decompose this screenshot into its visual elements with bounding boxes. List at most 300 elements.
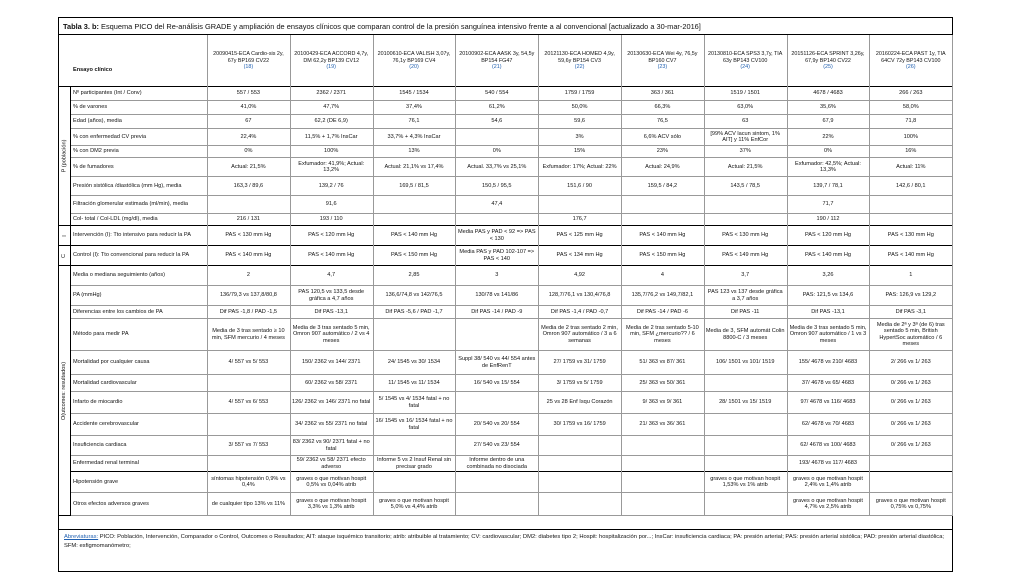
table-cell xyxy=(621,436,704,455)
row-label: Hipotensión grave xyxy=(73,478,119,485)
column-divider xyxy=(787,35,788,516)
table-row xyxy=(71,493,952,516)
table-cell: Actual: 11% xyxy=(896,163,926,170)
table-cell xyxy=(869,456,952,471)
table-cell: Actual: 21,5% xyxy=(231,163,266,170)
table-cell: 1 xyxy=(909,272,913,279)
table-cell: 22,4% xyxy=(240,133,257,140)
table-cell: 62/ 4678 vs 70/ 4683 xyxy=(801,421,855,428)
row-label: Control (I): Tto convencional para reducir la PA xyxy=(73,252,190,259)
table-cell xyxy=(538,196,621,213)
table-cell: 193 / 110 xyxy=(319,216,343,223)
table-cell: Informe 5 vs 2 Insuf Renal sin precisar grado xyxy=(376,457,451,470)
pico-group-text: I xyxy=(61,234,68,237)
table-cell: PAS < 130 mm Hg xyxy=(722,232,769,239)
table-cell: 11/ 1545 vs 11/ 1534 xyxy=(388,379,440,386)
study-ref: (20) xyxy=(409,64,419,71)
pico-group-label xyxy=(59,226,71,246)
table-cell: 62,2 (DE 6,9) xyxy=(314,118,348,125)
table-cell: 4/ 557 vs 6/ 553 xyxy=(228,399,269,406)
table-header xyxy=(59,35,952,87)
table-row xyxy=(71,266,952,286)
table-cell: graves o que motivan hospit 5,0% vs 4,4% atrib xyxy=(379,497,449,510)
row-label: Media o mediana seguimiento (años) xyxy=(73,272,166,279)
table-cell: 142,6 / 80,1 xyxy=(896,182,926,189)
table-cell: 540 / 554 xyxy=(485,90,509,97)
table-cell: 4,7 xyxy=(327,272,336,279)
row-label: Mortalidad por cualquier causa xyxy=(73,359,150,366)
table-cell: 0% xyxy=(823,148,833,155)
table-cell: 59,6 xyxy=(574,118,586,125)
table-cell: 23% xyxy=(656,148,668,155)
table-cell xyxy=(455,214,538,225)
table-cell: 71,7 xyxy=(822,201,834,208)
table-cell: PAS < 140 mm Hg xyxy=(804,252,852,259)
abbreviations-lead: Abreviaturas: xyxy=(64,534,99,540)
table-cell xyxy=(373,214,456,225)
table-cell: Dif PAS -13,1 xyxy=(811,308,845,315)
column-divider xyxy=(373,35,374,516)
table-cell: 1545 / 1534 xyxy=(399,90,429,97)
table-cell: 130/78 vs 141/86 xyxy=(475,292,519,299)
table-cell xyxy=(704,493,787,515)
study-header xyxy=(455,35,538,87)
table-cell: de cualquier tipo 13% vs 11% xyxy=(211,500,286,507)
table-cell: 3/ 557 vs 7/ 553 xyxy=(228,442,269,449)
row-label: % con DM2 previa xyxy=(73,148,119,155)
row-label: % de varones xyxy=(73,104,108,111)
table-cell: Dif PAS -14 / PAD -9 xyxy=(471,308,523,315)
table-row xyxy=(71,375,952,392)
table-cell: Actual: 21,5% xyxy=(727,163,763,170)
table-cell: 3/ 1759 vs 5/ 1759 xyxy=(556,379,603,386)
table-cell: Exfumador: 42,5%; Actual: 13,3% xyxy=(795,160,861,173)
table-cell: 136/79,3 vs 137,8/80,8 xyxy=(219,292,277,299)
table-row xyxy=(71,414,952,436)
table-cell: PAS < 150 mm Hg xyxy=(639,252,686,259)
row-label: Filtración glomerular estimada (ml/min), media xyxy=(73,201,189,208)
table-cell xyxy=(704,436,787,455)
table-cell: PAS < 140 mm Hg xyxy=(887,252,934,259)
table-cell: 0/ 266 vs 1/ 263 xyxy=(890,399,931,406)
table-cell: Actual. 33,7% vs 25,1% xyxy=(467,163,527,170)
study-header xyxy=(704,35,787,87)
table-cell: 3,7 xyxy=(741,272,750,279)
study-header xyxy=(787,35,870,87)
table-cell: 16% xyxy=(905,148,917,155)
table-cell xyxy=(538,456,621,471)
table-cell: 37,4% xyxy=(406,104,422,111)
table-cell xyxy=(538,472,621,492)
table-cell: 51/ 363 vs 87/ 361 xyxy=(639,359,686,366)
row-label: Edad (años), media xyxy=(73,118,122,125)
table-row xyxy=(71,392,952,414)
table-cell: Media de 3 tras sentado 5 min, Omron 907 automático / 2 vs 4 meses xyxy=(292,324,370,344)
table-cell: 59/ 2362 vs 58/ 2371 efecto adverso xyxy=(296,457,366,470)
table-cell: 3% xyxy=(575,133,584,140)
table-cell: PAS < 150 mm Hg xyxy=(390,252,438,259)
table-cell: Dif PAS -14 / PAD -6 xyxy=(636,308,688,315)
table-cell: Dif PAS -11 xyxy=(730,308,760,315)
table-cell: PAS: 126,9 vs 129,2 xyxy=(885,292,937,299)
table-cell: Media de 2 tras sentado 5-10 min, SFM ¿mercurio?? / 6 meses xyxy=(626,324,699,344)
table-cell: 155/ 4678 vs 210/ 4683 xyxy=(798,359,858,366)
table-cell xyxy=(869,196,952,213)
table-cell xyxy=(621,196,704,213)
table-cell: 9/ 363 vs 9/ 361 xyxy=(642,399,683,406)
table-cell: graves o que motivan hospit 3,3% vs 1,3% atrib xyxy=(296,497,367,510)
table-cell: 97/ 4678 vs 116/ 4683 xyxy=(800,399,856,406)
table-cell: 266 / 263 xyxy=(899,90,923,97)
table-cell: síntomas hipotensión 0,9% vs 0,4% xyxy=(211,475,286,488)
table-row xyxy=(71,226,952,246)
row-label: % de fumadores xyxy=(73,163,114,170)
row-label: Col- total / Col-LDL (mg/dl), media xyxy=(73,216,158,223)
pico-table xyxy=(58,17,953,572)
table-cell: 3,26 xyxy=(822,272,834,279)
row-label: Diferencias entre los cambios de PA xyxy=(73,308,163,315)
table-cell: 190 / 112 xyxy=(816,216,840,223)
column-divider xyxy=(952,35,953,516)
table-row xyxy=(71,306,952,319)
table-cell: PAS 120,5 vs 133,5 desde gráfica a 4,7 años xyxy=(298,289,365,302)
table-cell: 0/ 266 vs 1/ 263 xyxy=(890,442,931,449)
table-cell: 33,7% + 4,3% InsCar xyxy=(387,133,441,140)
table-cell: 0% xyxy=(492,148,501,155)
table-cell: PAS < 125 mm Hg xyxy=(556,232,603,239)
table-cell: 67,9 xyxy=(822,118,834,125)
study-header xyxy=(621,35,704,87)
table-cell: PAS < 120 mm Hg xyxy=(308,232,355,239)
table-cell: 24/ 1545 vs 30/ 1534 xyxy=(387,359,441,366)
row-label: Presión sistólica /diastólica (mm Hg), media xyxy=(73,182,182,189)
table-cell: 4 xyxy=(660,272,664,279)
table-cell: 35,6% xyxy=(820,104,836,111)
study-ref: (26) xyxy=(905,64,916,71)
table-cell: 150,5 / 95,5 xyxy=(482,182,512,189)
table-cell: Actual: 24,9% xyxy=(645,163,680,170)
table-cell: PAS < 140 mm Hg xyxy=(225,252,272,259)
table-cell xyxy=(207,414,290,435)
table-row xyxy=(71,472,952,493)
table-cell: 2 xyxy=(246,272,250,279)
study-ref: (18) xyxy=(243,64,254,71)
table-cell: 71,8 xyxy=(905,118,917,125)
table-cell xyxy=(455,319,538,350)
table-cell xyxy=(538,436,621,455)
column-divider xyxy=(704,35,705,516)
table-cell: 2/ 266 vs 1/ 263 xyxy=(890,359,931,366)
table-cell: PAS < 149 mm Hg xyxy=(722,252,769,259)
table-cell: PAS < 130 mm Hg xyxy=(887,232,934,239)
table-cell: Media de 2ª y 3ª (de 6) tras sentado 5 min, British HypertSoc automático / 6 meses xyxy=(876,321,945,347)
table-cell: 169,5 / 81,5 xyxy=(399,182,429,189)
table-cell: 50,0% xyxy=(571,104,588,111)
table-cell xyxy=(704,214,787,225)
table-title xyxy=(59,18,952,35)
table-cell: Actual: 21,1% vs 17,4% xyxy=(384,163,444,170)
row-label: Nº participantes (Int / Conv) xyxy=(73,90,142,97)
table-cell: 136,6/74,8 vs 142/76,5 xyxy=(385,292,443,299)
table-cell: PAS < 134 mm Hg xyxy=(556,252,603,259)
table-cell xyxy=(621,472,704,492)
study-name: 20121130-ECA HOMED 4,9y, 59,6y BP154 CV3 xyxy=(544,51,615,64)
table-cell: 27/ 1759 vs 31/ 1759 xyxy=(553,359,606,366)
pico-group-label xyxy=(59,87,71,226)
table-row xyxy=(71,115,952,129)
study-name: 20100429-ECA ACCORD 4,7y, DM 62,2y BP139 CV12 xyxy=(294,51,369,64)
table-cell: 126/ 2362 vs 146/ 2371 no fatal xyxy=(292,399,371,406)
table-cell xyxy=(621,493,704,515)
table-cell: Media PAS y PAD 102-107 => PAS < 140 xyxy=(459,249,535,262)
column-divider xyxy=(621,35,622,516)
table-row xyxy=(71,101,952,115)
column-divider xyxy=(455,35,456,516)
study-ref: (19) xyxy=(326,64,336,71)
table-cell: 143,5 / 78,5 xyxy=(730,182,760,189)
table-title-text: Esquema PICO del Re-análisis GRADE y ampliación de ensayos clínicos que comparan control de la presión sanguínea intensivo frente a al convencional [actualizado a 30-mar-2016] xyxy=(99,22,701,31)
table-cell: 0% xyxy=(244,148,253,155)
header-label: Ensayo clínico xyxy=(73,67,113,73)
table-cell: 27/ 540 vs 23/ 554 xyxy=(473,442,520,449)
table-cell: Media de 3, SFM automát Colin 8800-C / 3 meses xyxy=(705,328,785,341)
table-cell: 13% xyxy=(408,148,420,155)
table-row xyxy=(71,158,952,177)
table-row xyxy=(71,129,952,146)
table-cell: 1759 / 1759 xyxy=(564,90,595,97)
table-cell xyxy=(869,214,952,225)
table-cell: 163,3 / 89,6 xyxy=(233,182,264,189)
table-cell: 47,4 xyxy=(491,201,503,208)
table-cell: 58,0% xyxy=(902,104,919,111)
table-cell: 100% xyxy=(903,133,918,140)
table-cell: PAS < 140 mm Hg xyxy=(639,232,686,239)
abbreviations-text: PICO: Población, Intervención, Comparador o Control, Outcomes o Resultados; AIT: ataque isquémico transitorio; atrib: atribuible al tratamiento; CV: cardiovascular; DM2: diabetes tipo 2; Hospit: hospitalización por...; InsCar: insuficiencia cardiaca; PA: presión arterial; PAS: presión arterial sistólica; PAD: presión arterial diastólica; SFM: esfigmomanómetro; xyxy=(64,534,945,549)
study-ref: (22) xyxy=(574,64,585,71)
table-cell: 91,6 xyxy=(325,201,337,208)
table-cell: 2,85 xyxy=(408,272,420,279)
table-cell: Dif PAS -1,8 / PAD -1,5 xyxy=(219,308,278,315)
table-row xyxy=(71,177,952,196)
pico-group-label xyxy=(59,246,71,266)
table-cell: 28/ 1501 vs 15/ 1519 xyxy=(719,399,772,406)
table-cell: 25 vs 28 Enf Isqu Corazón xyxy=(546,399,613,406)
table-cell: Dif PAS -1,4 / PAD -0,7 xyxy=(550,308,609,315)
table-row xyxy=(71,351,952,375)
table-cell xyxy=(704,375,787,391)
row-label: Mortalidad cardiovascular xyxy=(73,379,137,386)
table-cell: 0/ 266 vs 1/ 263 xyxy=(890,379,931,386)
table-cell: 128,7/76,1 vs 130,4/76,8 xyxy=(548,292,611,299)
table-cell xyxy=(455,392,538,413)
table-cell: PAS: 121,5 vs 134,6 xyxy=(802,292,854,299)
study-name: 20160224-ECA PAST 1y, TIA 64CV 72y BP143 CV100 xyxy=(875,51,946,64)
table-cell: 37% xyxy=(739,148,751,155)
row-label: % con enfermedad CV previa xyxy=(73,133,147,140)
table-cell: 63,0% xyxy=(737,104,754,111)
table-cell: Informe dentro de una combinada no disociada xyxy=(466,457,527,470)
row-label: PA (mmHg) xyxy=(73,292,102,299)
table-cell xyxy=(455,129,538,145)
table-cell: Media PAS y PAD < 92 => PAS < 130 xyxy=(458,229,536,242)
table-title-prefix: Tabla 3. b: xyxy=(63,22,99,31)
table-cell: PAS < 140 mm Hg xyxy=(308,252,355,259)
table-cell: 135,7/76,2 vs 149,7/82,1 xyxy=(631,292,694,299)
table-cell: 62/ 4678 vs 100/ 4683 xyxy=(800,442,856,449)
table-cell: Dif PAS -3,1 xyxy=(895,308,926,315)
table-cell: 106/ 1501 vs 101/ 1519 xyxy=(715,359,775,366)
table-cell: 41,0% xyxy=(240,104,257,111)
abbreviations-footer xyxy=(59,529,952,571)
table-cell: 216 / 131 xyxy=(236,216,261,223)
table-cell: 193/ 4678 vs 117/ 4683 xyxy=(798,460,858,467)
table-cell: graves o que motivan hospit 0,5% vs 0,04% atrib xyxy=(296,475,367,488)
table-cell: 25/ 363 vs 50/ 361 xyxy=(639,379,686,386)
table-cell: 16/ 540 vs 15/ 554 xyxy=(473,379,520,386)
table-cell: 34/ 2362 vs 55/ 2371 no fatal xyxy=(295,421,368,428)
table-row xyxy=(71,146,952,158)
study-header xyxy=(538,35,621,87)
table-cell xyxy=(373,436,456,455)
table-cell: 2362 / 2371 xyxy=(316,90,346,97)
row-label: Método para medir PA xyxy=(73,331,129,338)
table-cell: 22% xyxy=(822,133,834,140)
row-label: Otros efectos adversos graves xyxy=(73,500,149,507)
table-cell: 0/ 266 vs 1/ 263 xyxy=(890,421,931,428)
pico-group-column xyxy=(59,87,71,529)
table-cell: 11,5% + 1,7% InsCar xyxy=(304,133,358,140)
table-cell: 15% xyxy=(573,148,586,155)
table-row xyxy=(71,436,952,456)
study-header xyxy=(290,35,373,87)
study-ref: (25) xyxy=(823,64,833,71)
table-cell: 54,6 xyxy=(491,118,503,125)
table-cell: PAS < 130 mm Hg xyxy=(225,232,272,239)
table-cell: 37/ 4678 vs 65/ 4683 xyxy=(801,379,855,386)
table-cell: Media de 2 tras sentado 2 min, Omron 907 automático / 3 a 6 semanas xyxy=(541,324,618,344)
table-cell: PAS < 140 mm Hg xyxy=(390,232,438,239)
table-cell xyxy=(538,493,621,515)
table-cell: 4,92 xyxy=(574,272,586,279)
table-row xyxy=(71,214,952,226)
row-label: Enfermedad renal terminal xyxy=(73,460,139,467)
table-cell: 4678 / 4683 xyxy=(813,90,843,97)
table-cell: 6,6% ACV sólo xyxy=(643,133,682,140)
table-cell: 30/ 1759 vs 16/ 1759 xyxy=(553,421,606,428)
column-divider xyxy=(869,35,870,516)
table-cell: Media de 3 tras sentado 5 min, Omron 907 automático / 1 vs 3 meses xyxy=(789,324,867,344)
study-name: 20130630-ECA Wei 4y, 76,5y BP160 CV7 xyxy=(627,51,698,64)
pico-group-text: O(utcomes: resultados) xyxy=(61,361,68,420)
table-cell: 63 xyxy=(742,118,749,125)
table-cell xyxy=(455,472,538,492)
table-cell: graves o que motivan hospit 0,75% vs 0,75% xyxy=(875,497,946,510)
table-cell xyxy=(373,472,456,492)
table-cell: 5/ 1545 vs 4/ 1534 fatal + no fatal xyxy=(378,396,450,409)
table-cell: 3 xyxy=(495,272,499,279)
row-label: Intervención (I): Tto intensivo para reducir la PA xyxy=(73,232,191,239)
study-name: 20100610-ECA VALISH 3,07y, 76,1y BP169 CV4 xyxy=(377,51,451,64)
table-cell: Dif PAS -5,6 / PAD -1,7 xyxy=(385,308,443,315)
table-cell: 4/ 557 vs 5/ 553 xyxy=(228,359,269,366)
table-cell xyxy=(621,456,704,471)
table-cell: 21/ 363 vs 36/ 361 xyxy=(639,421,686,428)
table-cell: 363 / 361 xyxy=(650,90,675,97)
table-cell: graves o que motivan hospit 4,7% vs 2,5% atrib xyxy=(793,497,863,510)
column-divider xyxy=(538,35,539,516)
table-cell: Suppl 38/ 540 vs 44/ 554 antes de EnfRenT xyxy=(458,356,536,369)
table-cell: Exfumador: 41,9%; Actual: 13,2% xyxy=(298,160,365,173)
row-label: Insuficiencia cardiaca xyxy=(73,442,127,449)
table-cell: 20/ 540 vs 20/ 554 xyxy=(473,421,520,428)
table-cell: 159,5 / 84,2 xyxy=(647,182,678,189)
table-cell: 151,6 / 90 xyxy=(567,182,593,189)
study-header xyxy=(373,35,456,87)
table-cell: 83/ 2362 vs 90/ 2371 fatal + no fatal xyxy=(292,439,370,452)
table-cell: 176,7 xyxy=(572,216,587,223)
table-cell: graves o que motivan hospit 2,4% vs 1,4% atrib xyxy=(793,475,863,488)
table-cell: 47,7% xyxy=(323,104,340,111)
table-cell: Media de 3 tras sentado ≥ 10 min, SFM mercurio / 4 meses xyxy=(211,328,285,341)
column-divider xyxy=(290,35,291,516)
study-header xyxy=(869,35,952,87)
table-row xyxy=(71,286,952,306)
study-ref: (24) xyxy=(740,64,750,71)
table-cell: 139,2 / 76 xyxy=(318,182,344,189)
table-cell: 66,3% xyxy=(654,104,671,111)
table-cell: [99% ACV lacun sintom, 1% AIT] y 11% EnfCor xyxy=(710,130,781,143)
table-cell: Exfumador: 17%; Actual: 22% xyxy=(542,163,617,170)
table-cell: Dif PAS -13,1 xyxy=(314,308,348,315)
table-cell: PAS < 120 mm Hg xyxy=(804,232,852,239)
study-name: 20100902-ECA AASK 3y, 54,5y BP154 FG47 xyxy=(459,51,535,64)
table-cell xyxy=(704,456,787,471)
table-cell xyxy=(207,196,290,213)
pico-group-text: P (población) xyxy=(61,139,68,173)
table-cell xyxy=(373,196,456,213)
table-cell: 76,5 xyxy=(656,118,668,125)
table-cell: 61,2% xyxy=(488,104,505,111)
table-row xyxy=(71,319,952,351)
study-name: 20151126-ECA SPRINT 3,26y, 67,9y BP140 CV22 xyxy=(791,51,865,64)
table-cell xyxy=(455,493,538,515)
table-row xyxy=(71,456,952,472)
study-ref: (21) xyxy=(491,64,502,71)
table-cell xyxy=(704,196,787,213)
table-cell: 16/ 1545 vs 16/ 1534 fatal + no fatal xyxy=(375,418,453,431)
study-ref: (23) xyxy=(657,64,668,71)
column-divider xyxy=(207,35,208,516)
table-cell: PAS 123 vs 137 desde gráfica a 3,7 años xyxy=(707,289,783,302)
table-row xyxy=(71,196,952,214)
table-cell: 557 / 553 xyxy=(236,90,261,97)
table-cell xyxy=(207,375,290,391)
study-name: 20130810-ECA SPS3 3,7y, TIA 63y BP143 CV100 xyxy=(707,51,783,64)
table-cell: 1519 / 1501 xyxy=(730,90,760,97)
table-cell xyxy=(207,456,290,471)
table-cell: 76,1 xyxy=(408,118,420,125)
row-label: Infarto de miocardio xyxy=(73,399,123,406)
pico-group-label xyxy=(59,266,71,516)
table-cell xyxy=(704,414,787,435)
table-cell: 150/ 2362 vs 144/ 2371 xyxy=(301,359,361,366)
row-label: Accidente cerebrovascular xyxy=(73,421,139,428)
table-cell xyxy=(373,319,456,350)
table-cell: 60/ 2362 vs 58/ 2371 xyxy=(305,379,358,386)
table-cell: 100% xyxy=(324,148,339,155)
study-name: 20090415-ECA Cardio-sis 2y, 67y BP169 CV22 xyxy=(213,51,284,64)
table-cell: 67 xyxy=(245,118,252,125)
